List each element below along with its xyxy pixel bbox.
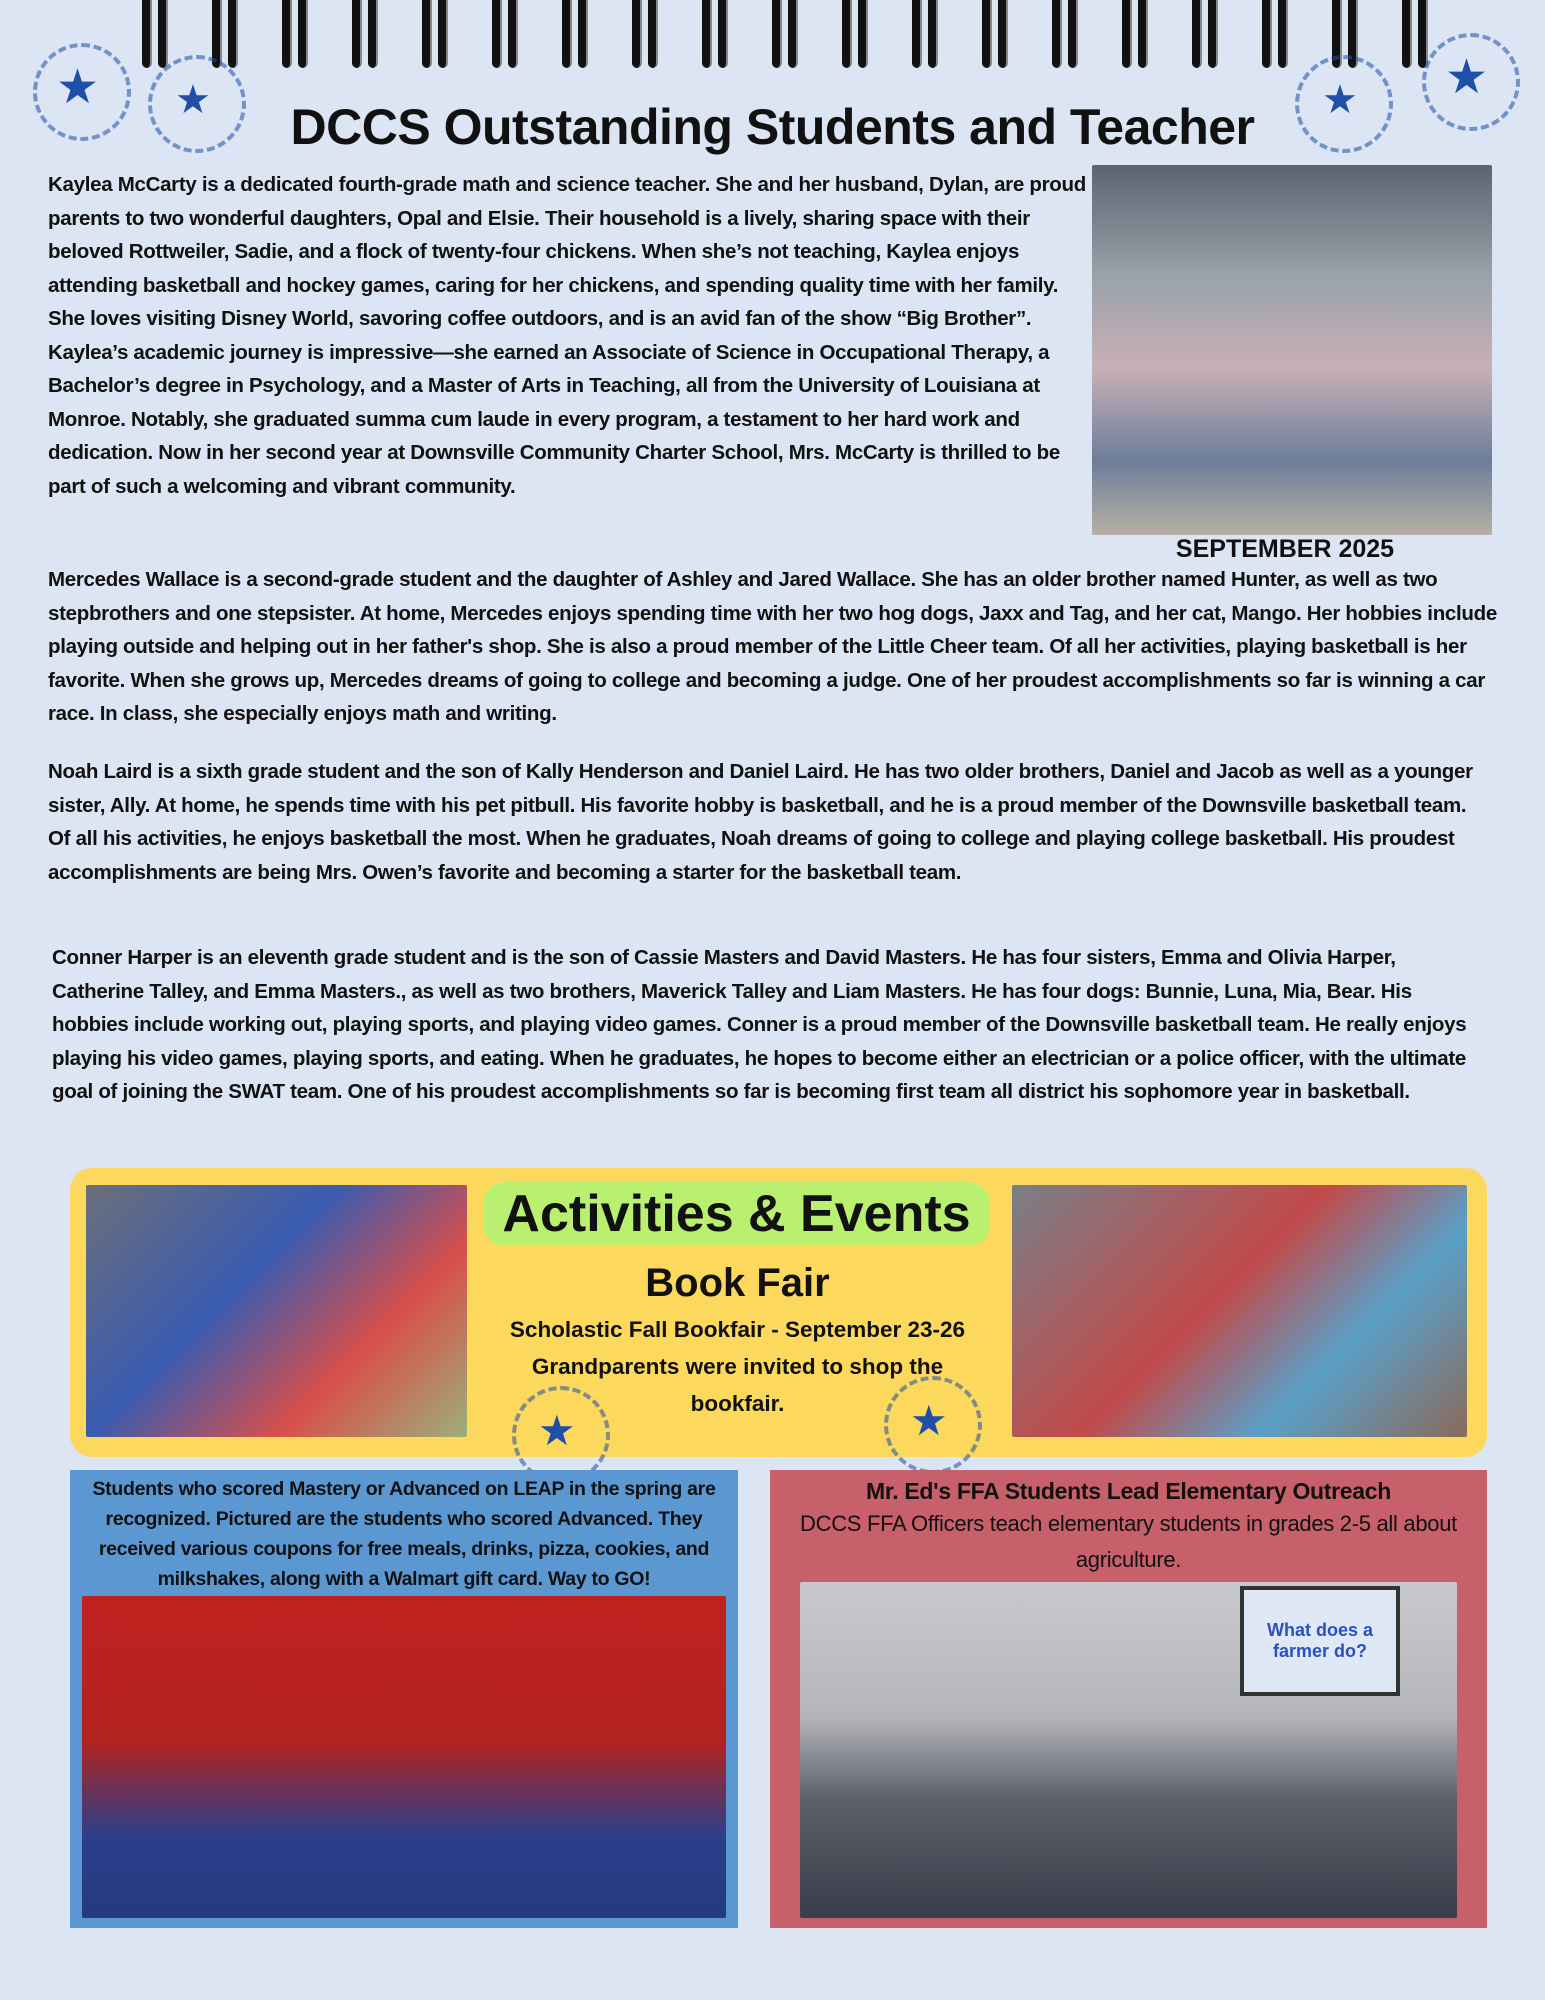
star-icon: ★ — [175, 78, 211, 122]
page-title: DCCS Outstanding Students and Teacher — [290, 99, 1255, 155]
student-bio-noah: Noah Laird is a sixth grade student and the son of Kally Henderson and Daniel Laird. He has two older brothers, Daniel and Jacob as well as a younger sister, Ally. At home, he spends time with his pet pitbull. His favorite hobby is basketball, and he is a proud member of the Downsville basketball team. Of all his activities, he enjoys basketball the most. When he graduates, Noah dreams of going to college and playing college basketball. His proudest accomplishments are being Mrs. Owen’s favorite and becoming a starter for the basketball team. — [48, 760, 1473, 884]
bookfair-photo-right — [1012, 1185, 1467, 1437]
leap-caption: Students who scored Mastery or Advanced on LEAP in the spring are recognized. Pictured are the students who scored Advanced. They received various coupons for free meals, drinks, pizza, cookies, and milkshakes, along with a Walmart gift card. Way to GO! — [92, 1478, 716, 1590]
student-bio-conner: Conner Harper is an eleventh grade student and is the son of Cassie Masters and David Masters. He has four sisters, Emma and Olivia Harper, Catherine Talley, and Emma Masters., as well as two brothers, Maverick Talley and Liam Masters. He has four dogs: Bunnie, Luna, Mia, Bear. His hobbies include working out, playing sports, and playing video games. Conner is a proud member of the Downsville basketball team. He really enjoys playing his video games, playing sports, and eating. When he graduates, he hopes to become either an electrician or a police officer, with the ultimate goal of joining the SWAT team. One of his proudest accomplishments so far is becoming first team all district his sophomore year in basketball. — [52, 946, 1467, 1103]
leap-panel — [70, 1470, 738, 1928]
ffa-panel — [770, 1470, 1487, 1928]
events-heading: Activities & Events — [483, 1182, 990, 1246]
book-fair-note: Grandparents were invited to shop the bookfair. — [531, 1354, 944, 1416]
star-icon: ★ — [1322, 78, 1358, 122]
teacher-students-photo — [1092, 165, 1492, 535]
star-icon: ★ — [1445, 51, 1489, 104]
presentation-screen: What does a farmer do? — [1240, 1586, 1400, 1696]
bookfair-photo-left — [86, 1185, 467, 1437]
issue-date: SEPTEMBER 2025 — [1175, 535, 1395, 563]
book-fair-title: Book Fair — [645, 1261, 830, 1305]
ffa-title: Mr. Ed's FFA Students Lead Elementary Outreach — [865, 1478, 1392, 1504]
star-icon: ★ — [910, 1397, 948, 1444]
student-bio-mercedes: Mercedes Wallace is a second-grade student and the daughter of Ashley and Jared Wallace. She has an older brother named Hunter, as well as two stepbrothers and one stepsister. At home, Mercedes enjoys spending time with her two hog dogs, Jaxx and Tag, and her cat, Mango. Her hobbies include playing outside and helping out in her father's shop. She is also a proud member of the Little Cheer team. Of all her activities, playing basketball is her favorite. When she grows up, Mercedes dreams of going to college and becoming a judge. One of her proudest accomplishments so far is winning a car race. In class, she especially enjoys math and writing. — [48, 568, 1497, 725]
ffa-subtitle: DCCS FFA Officers teach elementary students in grades 2-5 all about agriculture. — [800, 1511, 1457, 1572]
star-icon: ★ — [538, 1407, 576, 1454]
leap-students-photo — [82, 1596, 726, 1918]
ffa-classroom-photo — [800, 1582, 1457, 1918]
teacher-bio: Kaylea McCarty is a dedicated fourth-grade math and science teacher. She and her husband, Dylan, are proud parents to two wonderful daughters, Opal and Elsie. Their household is a lively, sharing space with their beloved Rottweiler, Sadie, and a flock of twenty-four chickens. When she’s not teaching, Kaylea enjoys attending basketball and hockey games, caring for her chickens, and spending quality time with her family. She loves visiting Disney World, savoring coffee outdoors, and is an avid fan of the show “Big Brother”. Kaylea’s academic journey is impressive—she earned an Associate of Science in Occupational Therapy, a Bachelor’s degree in Psychology, and a Master of Arts in Teaching, all from the University of Louisiana at Monroe. Notably, she graduated summa cum laude in every program, a testament to her hard work and dedication. Now in her second year at Downsville Community Charter School, Mrs. McCarty is thrilled to be part of such a welcoming and vibrant community. — [48, 173, 1086, 498]
book-fair-dates: Scholastic Fall Bookfair - September 23-26 — [509, 1317, 966, 1342]
star-icon: ★ — [56, 61, 100, 114]
spiral-binding — [135, 0, 1435, 72]
